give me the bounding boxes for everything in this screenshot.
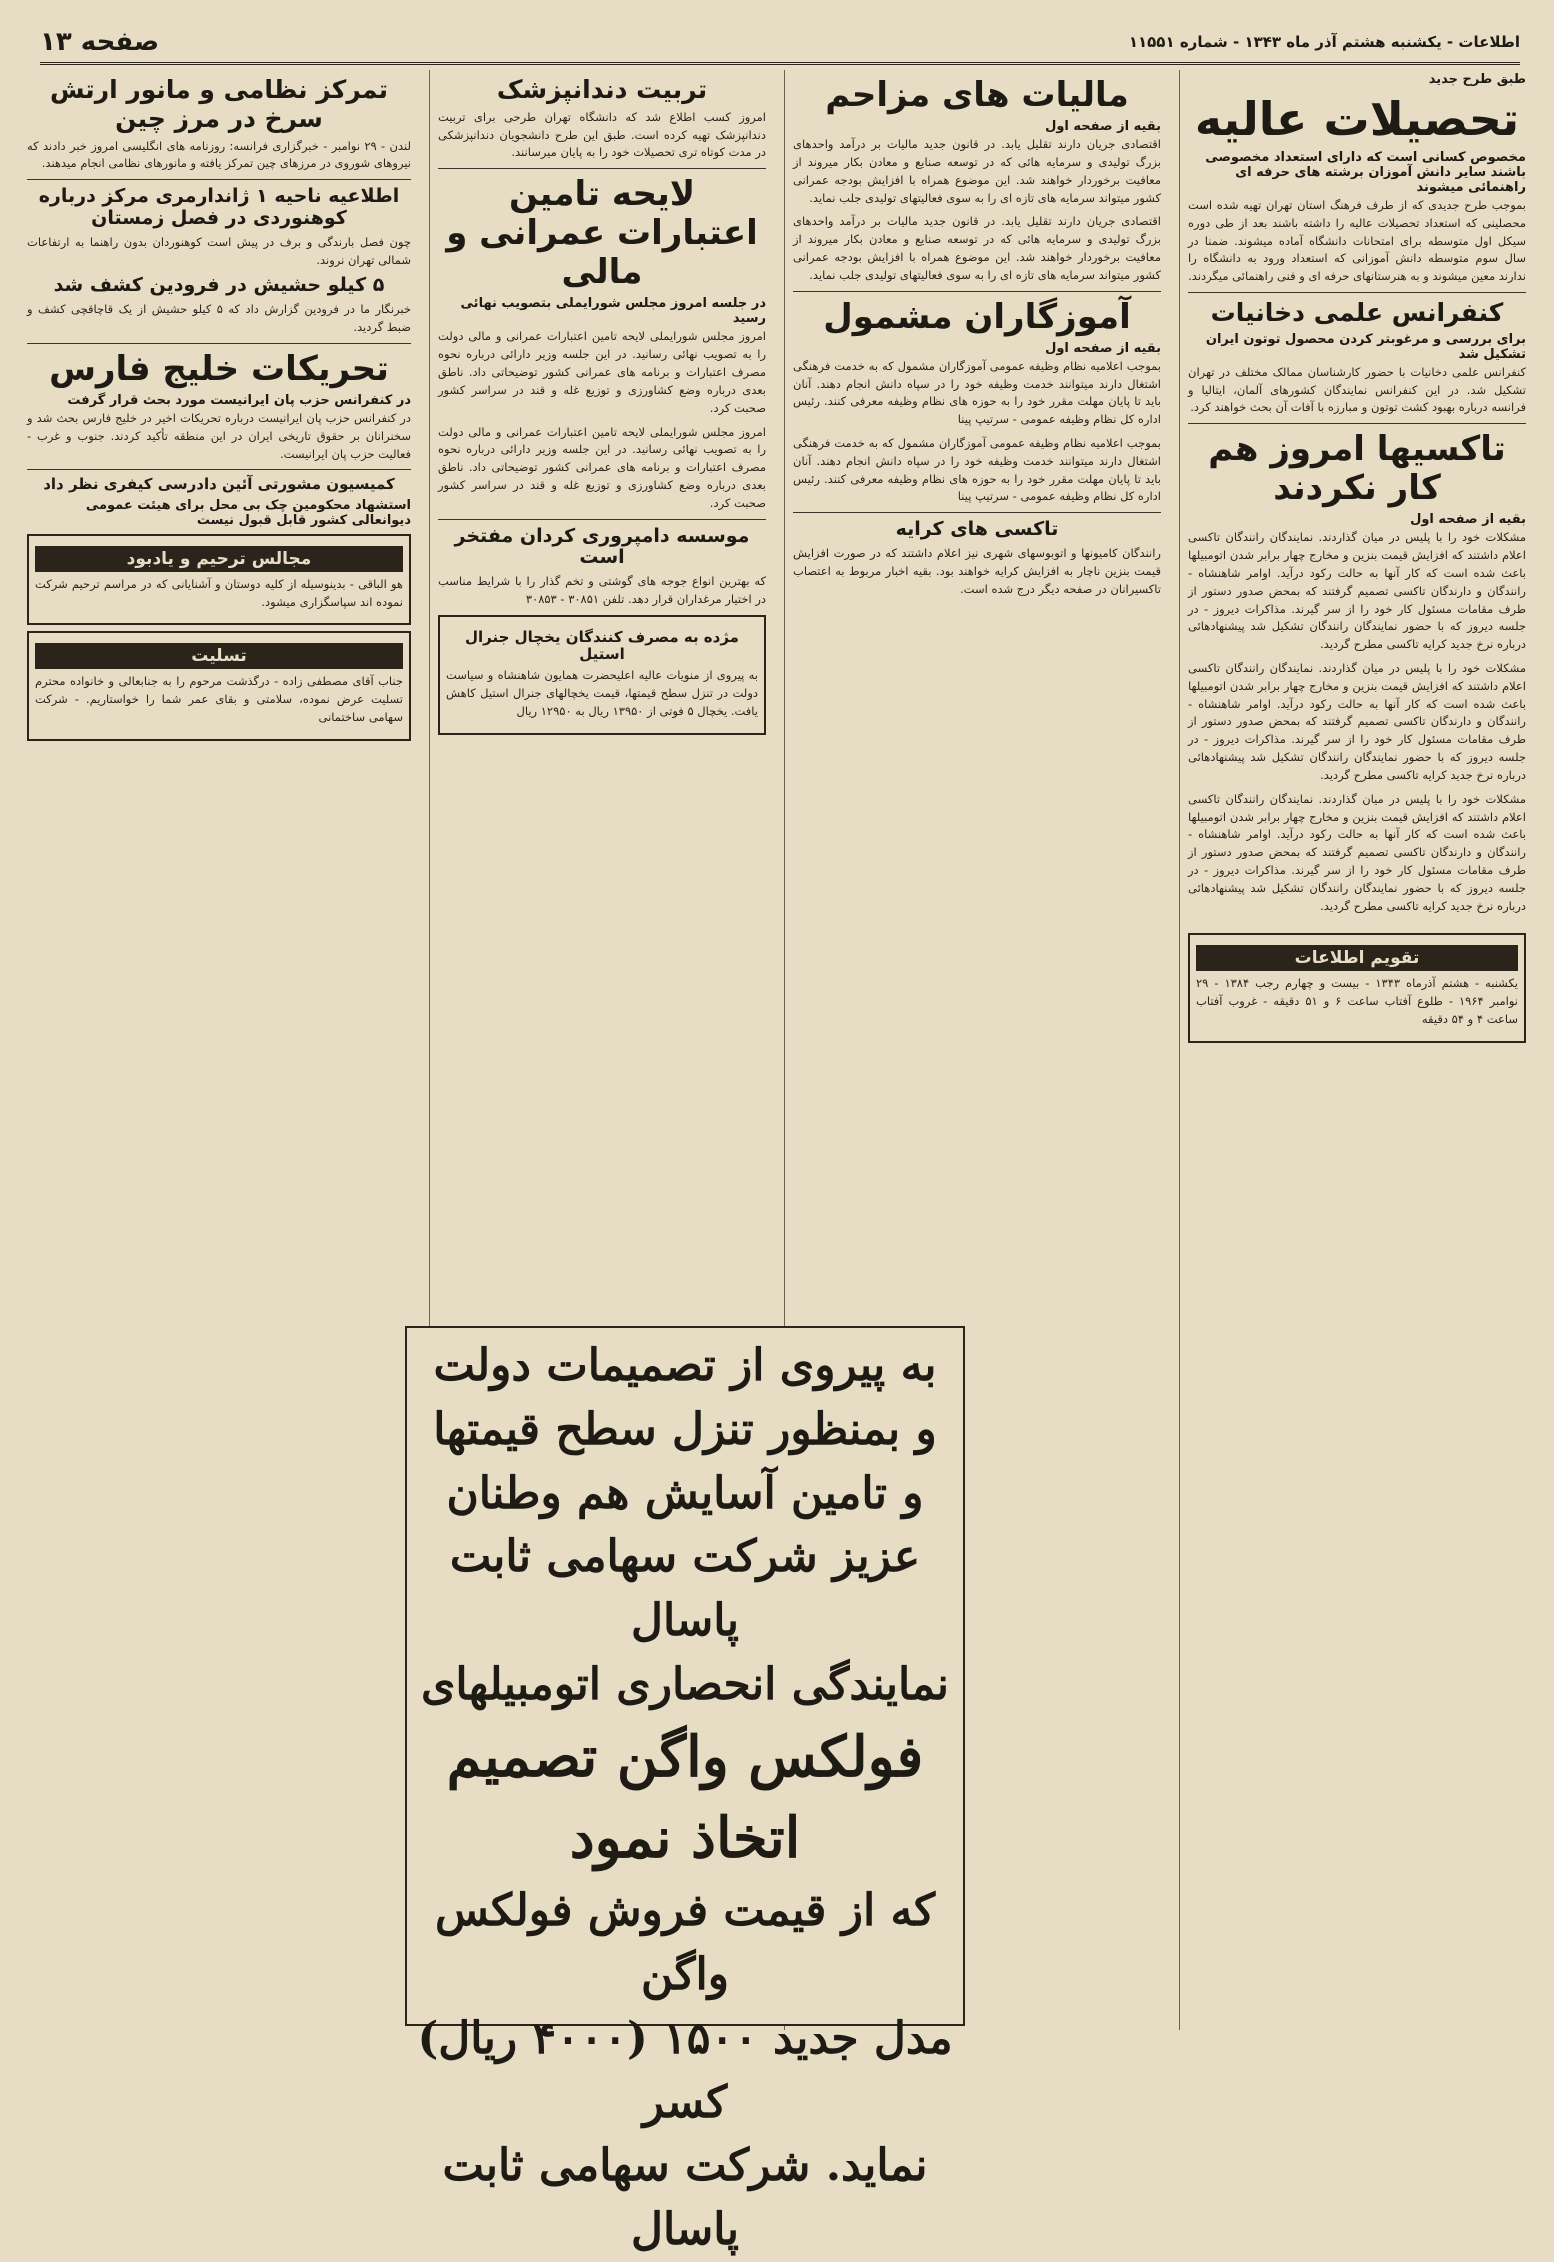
- headline-taxi-cont: تاکسی های کرایه: [895, 518, 1059, 541]
- continued-note: بقیه از صفحه اول: [1045, 119, 1161, 135]
- article-hashish: خبرنگار ما در فرودین گزارش داد که ۵ کیلو حشیش از یک قاچاقچی کشف و ضبط گردید.: [27, 302, 411, 335]
- subhead-budget-bill: در جلسه امروز مجلس شورایملی بتصویب نهائی رسید: [460, 296, 766, 327]
- article-teachers: بموجب اعلامیه نظام وظیفه عمومی آموزگاران مشمول که به خدمت فرهنگی اشتغال دارند میتوانند خدمت وظیفه خود را در سپاه دانش انجام دهند. آنان باید تا پایان مهلت مقرر خود را به حوزه های نظام وظیفه معرفی کنند. رئیس اداره کل نظام وظیفه عمومی - سرتیپ پینا: [793, 358, 1161, 427]
- article-budget-bill-more: امروز مجلس شورایملی لایحه تامین اعتبارات عمرانی و مالی دولت را به تصویب نهائی رسانید. در این جلسه وزیر دارائی درباره نحوه مصرف اعتبارات و برنامه های عمرانی کشور توضیحاتی داد. ناطق بعدی درباره وضع کشاورزی و توزیع غله و قند در سراسر کشور صحبت کرد.: [438, 424, 766, 510]
- article-taxi-strike: مشکلات خود را با پلیس در میان گذاردند. نمایندگان رانندگان تاکسی اعلام داشتند که افزایش قیمت بنزین و مخارج چهار برابر شدن اتومبیلها باعث شده است که کار آنها به حالت رکود درآید. اوامر شاهنشاه - رانندگان و دارندگان تاکسی تصمیم گرفتند که بمحض صدور دستور از طرف مقامات مسئول کار خود را از سر گیرند. مذاکرات دیروز - در جلسه دیروز که با حضور نمایندگان رانندگان تشکیل شد پیشنهادهائی درباره نرخ جدید کرایه تاکسی مطرح گردید.: [1188, 530, 1526, 652]
- column-4: [19, 70, 419, 2030]
- fridge-ad-body: به پیروی از منویات عالیه اعلیحضرت همایون شاهنشاه و سیاست دولت در تنزل سطح قیمتها، قیمت یخچالهای جنرال استیل کاهش یافت. یخچال ۵ فوتی از ۱۳۹۵۰ ریال به ۱۲۹۵۰ ریال: [446, 668, 758, 719]
- calendar-box: [1188, 933, 1526, 1042]
- continued-note: بقیه از صفحه اول: [1045, 340, 1161, 356]
- tasliat-body: جناب آقای مصطفی زاده - درگذشت مرحوم را به جنابعالی و خانواده محترم تسلیت عرض نموده، سلامتی و بقای عمر شما را خواستاریم. - شرکت سهامی ساختمانی: [35, 674, 403, 724]
- kicker: طبق طرح جدید: [1428, 72, 1526, 87]
- masthead: [40, 22, 1520, 65]
- headline-commission: کمیسیون مشورتی آئین دادرسی کیفری نظر داد: [43, 475, 395, 494]
- page-number: صفحه ۱۳: [40, 27, 160, 57]
- article-taxes: اقتصادی جریان دارند تقلیل یابد. در قانون جدید مالیات بر درآمد واحدهای بزرگ تولیدی و سرمایه هائی که در توسعه صنایع و معادن بکار میروند از معافیت برخوردار خواهند شد. این موضوع همراه با افزایش بودجه عمرانی کشور میتواند سرمایه های تازه ای را به سوی فعالیتهای تولیدی جلب نماید.: [793, 137, 1161, 205]
- ad-line-4: عزیز شرکت سهامی ثابت پاسال: [449, 1531, 921, 1647]
- article-budget-bill: امروز مجلس شورایملی لایحه تامین اعتبارات عمرانی و مالی دولت را به تصویب نهائی رسانید. در این جلسه وزیر دارائی درباره نحوه مصرف اعتبارات و برنامه های عمرانی کشور توضیحاتی داد. ناطق بعدی درباره وضع کشاورزی و توزیع غله و قند در سراسر کشور صحبت کرد.: [438, 329, 766, 415]
- calendar-body: یکشنبه - هشتم آذرماه ۱۳۴۳ - بیست و چهارم رجب ۱۳۸۴ - ۲۹ نوامبر ۱۹۶۴ - طلوع آفتاب ساعت ۶ و ۵۱ دقیقه - غروب آفتاب ساعت ۴ و ۵۴ دقیقه: [1196, 976, 1519, 1027]
- subhead-persian-gulf: در کنفرانس حزب پان ایرانیست مورد بحث قرار گرفت: [67, 393, 411, 408]
- article-persian-gulf: در کنفرانس حزب پان ایرانیست درباره تحریکات اخیر در خلیج فارس بحث شد و سخنرانان بر حقوق تاریخی ایران در این منطقه تأکید کردند. جنوب و غرب - فعالیت حزب پان ایرانیست.: [27, 411, 411, 461]
- headline-taxes: مالیات های مزاحم: [825, 75, 1129, 115]
- ad-line-1: به پیروی از تصمیمات دولت: [433, 1340, 937, 1391]
- headline-hashish: ۵ کیلو حشیش در فرودین کشف شد: [53, 274, 385, 297]
- ad-brand: فولکس واگن تصمیم اتخاذ نمود: [446, 1723, 924, 1871]
- divider: [793, 512, 1161, 513]
- headline-higher-education: تحصیلات عالیه: [1194, 92, 1520, 146]
- subhead-commission: استشهاد محکومین چک بی محل برای هیئت عمومی دیوانعالی کشور قابل قبول نیست: [85, 497, 411, 528]
- ad-line-3: و تامین آسایش هم وطنان: [446, 1467, 924, 1519]
- headline-teachers: آموزگاران مشمول: [823, 296, 1131, 337]
- tasliat-title: تسلیت: [35, 643, 403, 669]
- headline-dairy: موسسه دامپروری کردان مفتخر است: [454, 524, 750, 569]
- article-taxes-more: اقتصادی جریان دارند تقلیل یابد. در قانون جدید مالیات بر درآمد واحدهای بزرگ تولیدی و سرمایه هائی که در توسعه صنایع و معادن بکار میروند از معافیت برخوردار خواهند شد. این موضوع همراه با افزایش بودجه عمرانی کشور میتواند سرمایه های تازه ای را به سوی فعالیتهای تولیدی جلب نماید.: [793, 214, 1161, 282]
- subhead-higher-education: مخصوص کسانی است که دارای استعداد مخصوصی باشند سایر دانش آموزان برشته های حرفه ای راهنمائی میشوند: [1205, 149, 1526, 195]
- article-dental: امروز کسب اطلاع شد که دانشگاه تهران طرحی برای تربیت دندانپزشک تهیه کرده است. طبق این طرح دانشجویان دندانپزشکی در مدت کوتاه تری تحصیلات خود را به پایان میرسانند.: [438, 109, 766, 160]
- headline-gendarmerie-notice: اطلاعیه ناحیه ۱ ژاندارمری مرکز درباره کوهنوردی در فصل زمستان: [38, 185, 400, 229]
- article-higher-education: بموجب طرح جدیدی که از طرف فرهنگ استان تهران تهیه شده است محصلینی که استعداد تحصیلات عالیه را داشته باشند بعد از طی دوره سیکل اول متوسطه برای امتحانات دانشگاه آماده میشوند. ضمنا در سال سوم متوسطه دانش آموزانی که استعداد ورود به دانشگاه را ندارند معین میشوند و به هنرستانهای حرفه ای و فنی راهنمائی میگردند.: [1188, 197, 1526, 284]
- article-taxi-strike-more-2: مشکلات خود را با پلیس در میان گذاردند. نمایندگان رانندگان تاکسی اعلام داشتند که افزایش قیمت بنزین و مخارج چهار برابر شدن اتومبیلها باعث شده است که کار آنها به حالت رکود درآید. اوامر شاهنشاه - رانندگان و دارندگان تاکسی تصمیم گرفتند که بمحض صدور دستور از طرف مقامات مسئول کار خود را از سر گیرند. مذاکرات دیروز - در جلسه دیروز که با حضور نمایندگان رانندگان تشکیل شد پیشنهادهائی درباره نرخ جدید کرایه تاکسی مطرح گردید.: [1188, 791, 1526, 913]
- ad-line-5: نمایندگی انحصاری اتومبیلهای: [420, 1658, 950, 1710]
- divider: [27, 179, 411, 180]
- divider: [1188, 423, 1526, 424]
- ad-line-8: نماید. شرکت سهامی ثابت پاسال: [442, 2140, 928, 2256]
- headline-tobacco-conference: کنفرانس علمی دخانیات: [1210, 297, 1504, 327]
- calendar-title: تقویم اطلاعات: [1196, 945, 1518, 971]
- tasliat-box: [27, 631, 411, 740]
- article-china-border: لندن - ۲۹ نوامبر - خبرگزاری فرانسه: روزنامه های انگلیسی امروز خبر دادند که نیروهای شوروی در مرزهای چین تمرکز یافته و مانورهای نظامی انجام میدهند.: [27, 138, 411, 171]
- condolence-box: [27, 534, 411, 626]
- volkswagen-ad: [405, 1326, 965, 2256]
- fridge-ad-title: مژده به مصرف کنندگان یخچال جنرال استیل: [465, 627, 739, 664]
- headline-budget-bill: لایحه تامین اعتبارات عمرانی و مالی: [446, 174, 758, 293]
- divider: [27, 469, 411, 470]
- divider: [793, 291, 1161, 292]
- condolence-title: مجالس ترحیم و یادبود: [35, 546, 403, 572]
- subhead-tobacco: برای بررسی و مرغوبتر کردن محصول توتون ایران تشکیل شد: [1205, 331, 1526, 362]
- condolence-body: هو الباقی - بدینوسیله از کلیه دوستان و آشنایانی که در مراسم ترحیم شرکت نموده اند سپاسگزاری میشود.: [35, 576, 403, 609]
- ad-line-2: و بمنظور تنزل سطح قیمتها: [433, 1403, 937, 1455]
- issue-info: اطلاعات - یکشنبه هشتم آذر ماه ۱۳۴۳ - شماره ۱۱۵۵۱: [1128, 33, 1520, 51]
- divider: [1188, 292, 1526, 293]
- fridge-ad: [438, 615, 766, 735]
- divider: [438, 168, 766, 169]
- headline-persian-gulf: تحریکات خلیج فارس: [49, 348, 389, 389]
- article-dairy: که بهترین انواع جوجه های گوشتی و تخم گذار را با شرایط مناسب در اختیار مرغداران قرار دهد. تلفن ۳۰۸۵۱ - ۳۰۸۵۳: [438, 574, 766, 607]
- divider: [438, 519, 766, 520]
- article-taxi-strike-more: مشکلات خود را با پلیس در میان گذاردند. نمایندگان رانندگان تاکسی اعلام داشتند که افزایش قیمت بنزین و مخارج چهار برابر شدن اتومبیلها باعث شده است که کار آنها به حالت رکود درآید. اوامر شاهنشاه - رانندگان و دارندگان تاکسی تصمیم گرفتند که بمحض صدور دستور از طرف مقامات مسئول کار خود را از سر گیرند. مذاکرات دیروز - در جلسه دیروز که با حضور نمایندگان رانندگان تشکیل شد پیشنهادهائی درباره نرخ جدید کرایه تاکسی مطرح گردید.: [1188, 661, 1526, 782]
- article-tobacco: کنفرانس علمی دخانیات با حضور کارشناسان ممالک مختلف در تهران تشکیل شد. در این کنفرانس نمایندگان کشورهای آلمان، ایتالیا و فرانسه درباره بهبود کشت توتون و مبارزه با آفات آن بحث خواهند کرد.: [1188, 364, 1526, 415]
- divider: [27, 343, 411, 344]
- ad-line-6: که از قیمت فروش فولکس واگن: [434, 1885, 936, 2000]
- headline-dental: تربیت دندانپزشک: [496, 75, 708, 104]
- article-teachers-more: بموجب اعلامیه نظام وظیفه عمومی آموزگاران مشمول که به خدمت فرهنگی اشتغال دارند میتوانند خدمت وظیفه خود را در سپاه دانش انجام دهند. آنان باید تا پایان مهلت مقرر خود را به حوزه های نظام وظیفه معرفی کنند. رئیس اداره کل نظام وظیفه عمومی - سرتیپ پینا: [793, 435, 1161, 504]
- article-gendarmerie-notice: چون فصل بارندگی و برف در پیش است کوهنوردان بدون راهنما به ارتفاعات شمالی تهران نروند.: [27, 234, 411, 267]
- continued-note: بقیه از صفحه اول: [1410, 512, 1526, 528]
- column-1: [1179, 70, 1534, 2030]
- article-taxi-cont: رانندگان کامیونها و اتوبوسهای شهری نیز اعلام داشتند که در صورت افزایش قیمت بنزین ناچار به افزایش کرایه خواهند بود. بقیه اخبار مربوط به اعتصاب تاکسیرانان در صفحه دیگر درج شده است.: [793, 546, 1161, 596]
- headline-china-border: تمرکز نظامی و مانور ارتش سرخ در مرز چین: [49, 75, 389, 133]
- headline-taxi-strike: تاکسیها امروز هم کار نکردند: [1208, 429, 1506, 509]
- ad-line-7: مدل جدید ۱۵۰۰ (۴۰۰۰ ریال) کسر: [417, 2012, 953, 2128]
